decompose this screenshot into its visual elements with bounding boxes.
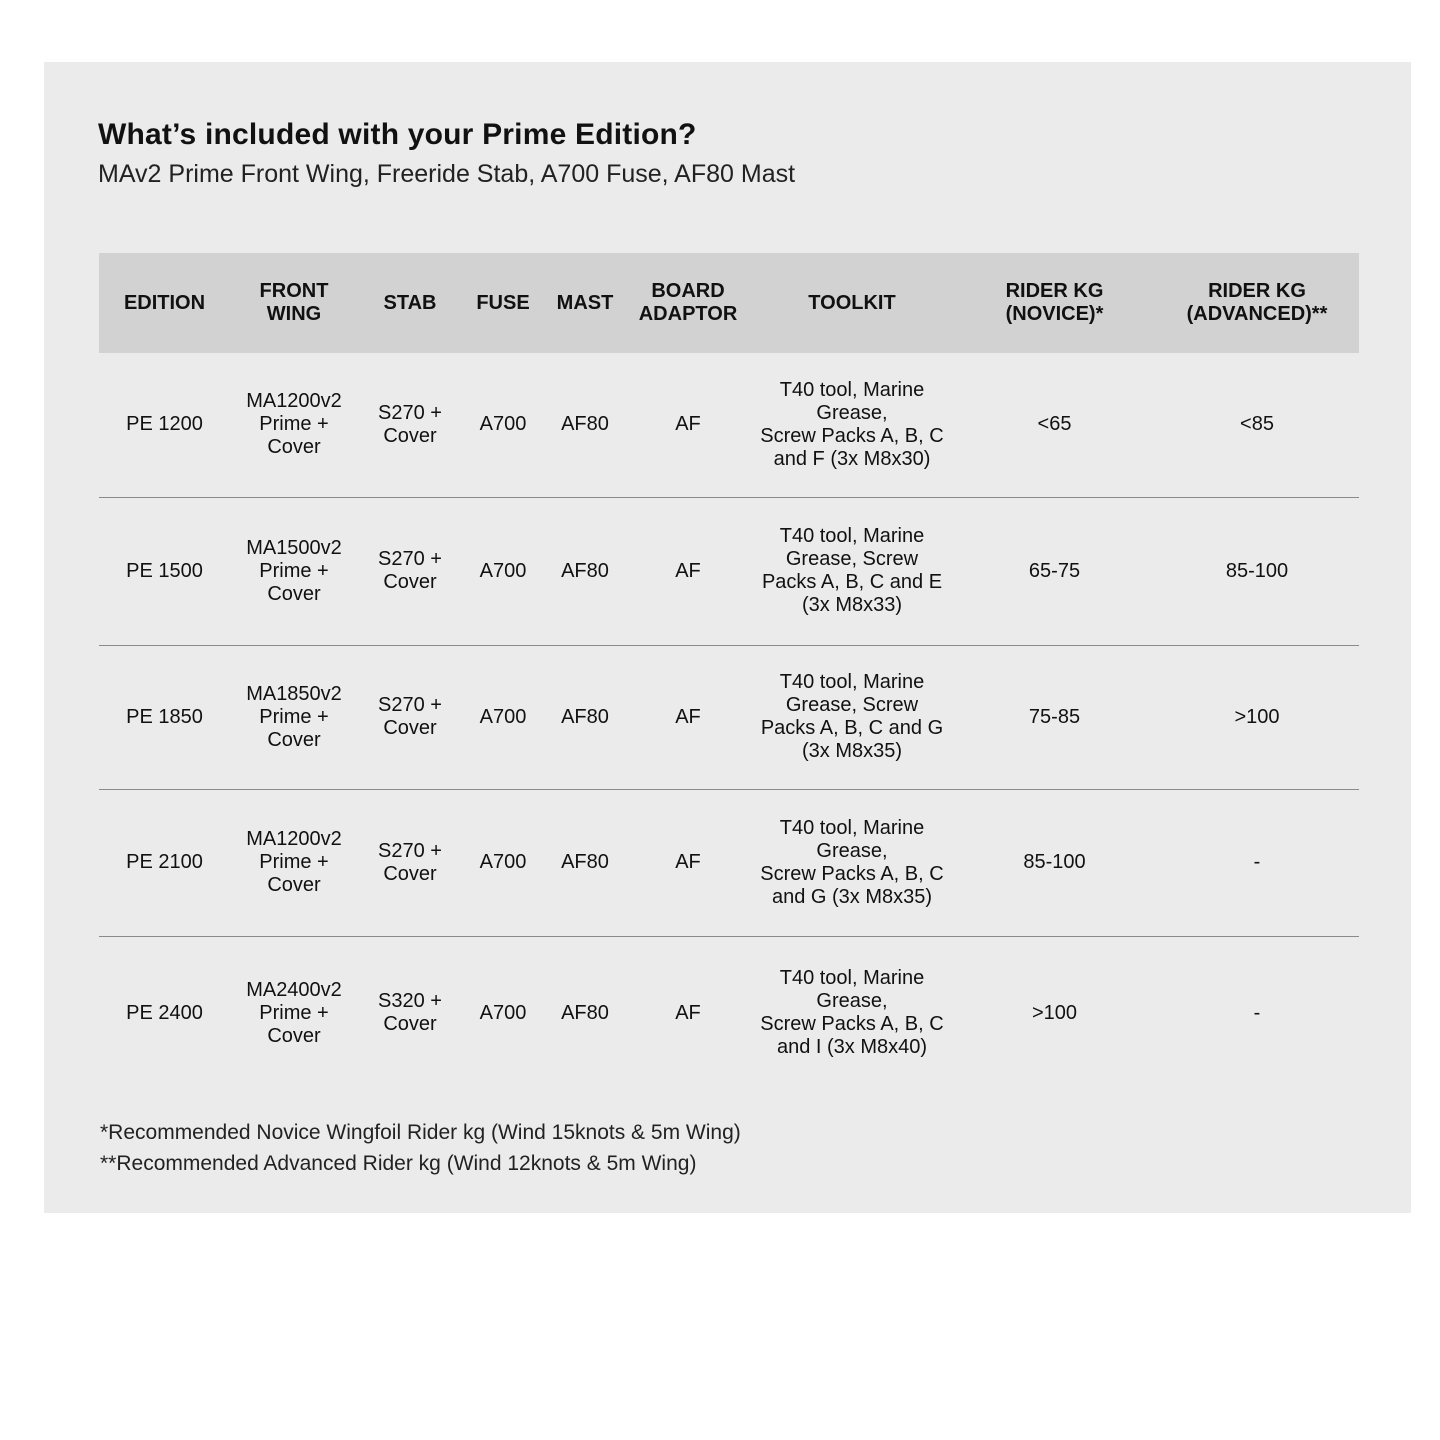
- table-header: [99, 253, 1359, 353]
- footnotes: [100, 1117, 741, 1179]
- cell-rider-kg-advanced: <85: [1240, 413, 1274, 436]
- cell-mast: AF80: [561, 1001, 609, 1024]
- header-rider-kg-novice: RIDER KG (NOVICE)*: [1005, 280, 1104, 325]
- content-panel: [44, 62, 1411, 1213]
- cell-board-adaptor: AF: [675, 1001, 701, 1024]
- cell-fuse: A700: [479, 1001, 527, 1024]
- cell-rider-kg-novice: 65-75: [1028, 559, 1081, 582]
- cell-rider-kg-novice: >100: [1031, 1001, 1078, 1024]
- cell-edition: PE 2100: [126, 851, 203, 873]
- cell-front-wing: MA1200v2 Prime + Cover: [246, 390, 342, 459]
- cell-edition: PE 1500: [126, 559, 203, 582]
- cell-stab: S270 + Cover: [378, 839, 442, 885]
- cell-toolkit: T40 tool, Marine Grease, Screw Packs A, B, C and E (3x M8x33): [761, 525, 943, 616]
- cell-front-wing: MA1850v2 Prime + Cover: [246, 682, 342, 751]
- footnote-novice: *Recommended Novice Wingfoil Rider kg (Wind 15knots & 5m Wing): [100, 1121, 741, 1144]
- header-board-adaptor: BOARD ADAPTOR: [638, 280, 738, 325]
- header-rider-kg-advanced: RIDER KG (ADVANCED)**: [1186, 280, 1328, 325]
- header-toolkit: TOOLKIT: [808, 291, 896, 314]
- cell-front-wing: MA1500v2 Prime + Cover: [246, 536, 342, 605]
- page-title: What’s included with your Prime Edition?: [98, 118, 697, 151]
- footnote-advanced: **Recommended Advanced Rider kg (Wind 12knots & 5m Wing): [100, 1152, 697, 1175]
- table-row: [99, 645, 1359, 789]
- cell-rider-kg-novice: 85-100: [1023, 851, 1086, 873]
- table-row: [99, 353, 1359, 497]
- edition-spec-table: [99, 253, 1359, 1090]
- table-header-row: [99, 253, 1359, 353]
- cell-rider-kg-novice: 75-85: [1028, 705, 1081, 728]
- cell-stab: S320 + Cover: [378, 990, 442, 1036]
- cell-mast: AF80: [561, 559, 609, 582]
- cell-board-adaptor: AF: [675, 851, 701, 873]
- cell-toolkit: T40 tool, Marine Grease, Screw Packs A, B, C and G (3x M8x35): [760, 671, 944, 762]
- cell-board-adaptor: AF: [675, 413, 701, 436]
- cell-edition: PE 1850: [126, 705, 203, 728]
- header-fuse: FUSE: [476, 291, 530, 314]
- page-subtitle: MAv2 Prime Front Wing, Freeride Stab, A700 Fuse, AF80 Mast: [98, 160, 796, 188]
- cell-front-wing: MA2400v2 Prime + Cover: [246, 978, 342, 1047]
- cell-edition: PE 2400: [126, 1001, 203, 1024]
- cell-rider-kg-advanced: -: [1253, 851, 1261, 873]
- cell-front-wing: MA1200v2 Prime + Cover: [246, 828, 342, 896]
- header-edition: EDITION: [123, 291, 206, 314]
- header-mast: MAST: [556, 291, 614, 314]
- table-body: [99, 353, 1359, 1090]
- cell-mast: AF80: [561, 851, 609, 873]
- cell-stab: S270 + Cover: [378, 694, 442, 739]
- table-row: [99, 497, 1359, 645]
- cell-rider-kg-novice: <65: [1037, 413, 1072, 436]
- table-row: [99, 936, 1359, 1090]
- header-front-wing: FRONT WING: [259, 280, 329, 325]
- cell-rider-kg-advanced: 85-100: [1225, 559, 1289, 582]
- cell-mast: AF80: [561, 413, 609, 436]
- cell-fuse: A700: [479, 705, 527, 728]
- cell-fuse: A700: [479, 851, 527, 873]
- cell-stab: S270 + Cover: [378, 401, 442, 447]
- cell-stab: S270 + Cover: [378, 548, 442, 593]
- cell-rider-kg-advanced: >100: [1234, 705, 1280, 728]
- cell-toolkit: T40 tool, Marine Grease, Screw Packs A, B, C and G (3x M8x35): [760, 816, 944, 908]
- cell-fuse: A700: [479, 559, 527, 582]
- cell-toolkit: T40 tool, Marine Grease, Screw Packs A, B, C and F (3x M8x30): [760, 378, 944, 470]
- cell-rider-kg-advanced: -: [1253, 1001, 1261, 1024]
- header-stab: STAB: [383, 291, 437, 314]
- table-row: [99, 789, 1359, 936]
- cell-toolkit: T40 tool, Marine Grease, Screw Packs A, B, C and I (3x M8x40): [760, 967, 944, 1059]
- cell-edition: PE 1200: [126, 413, 203, 436]
- cell-mast: AF80: [561, 705, 609, 728]
- cell-board-adaptor: AF: [675, 559, 701, 582]
- cell-fuse: A700: [479, 413, 527, 436]
- cell-board-adaptor: AF: [675, 705, 701, 728]
